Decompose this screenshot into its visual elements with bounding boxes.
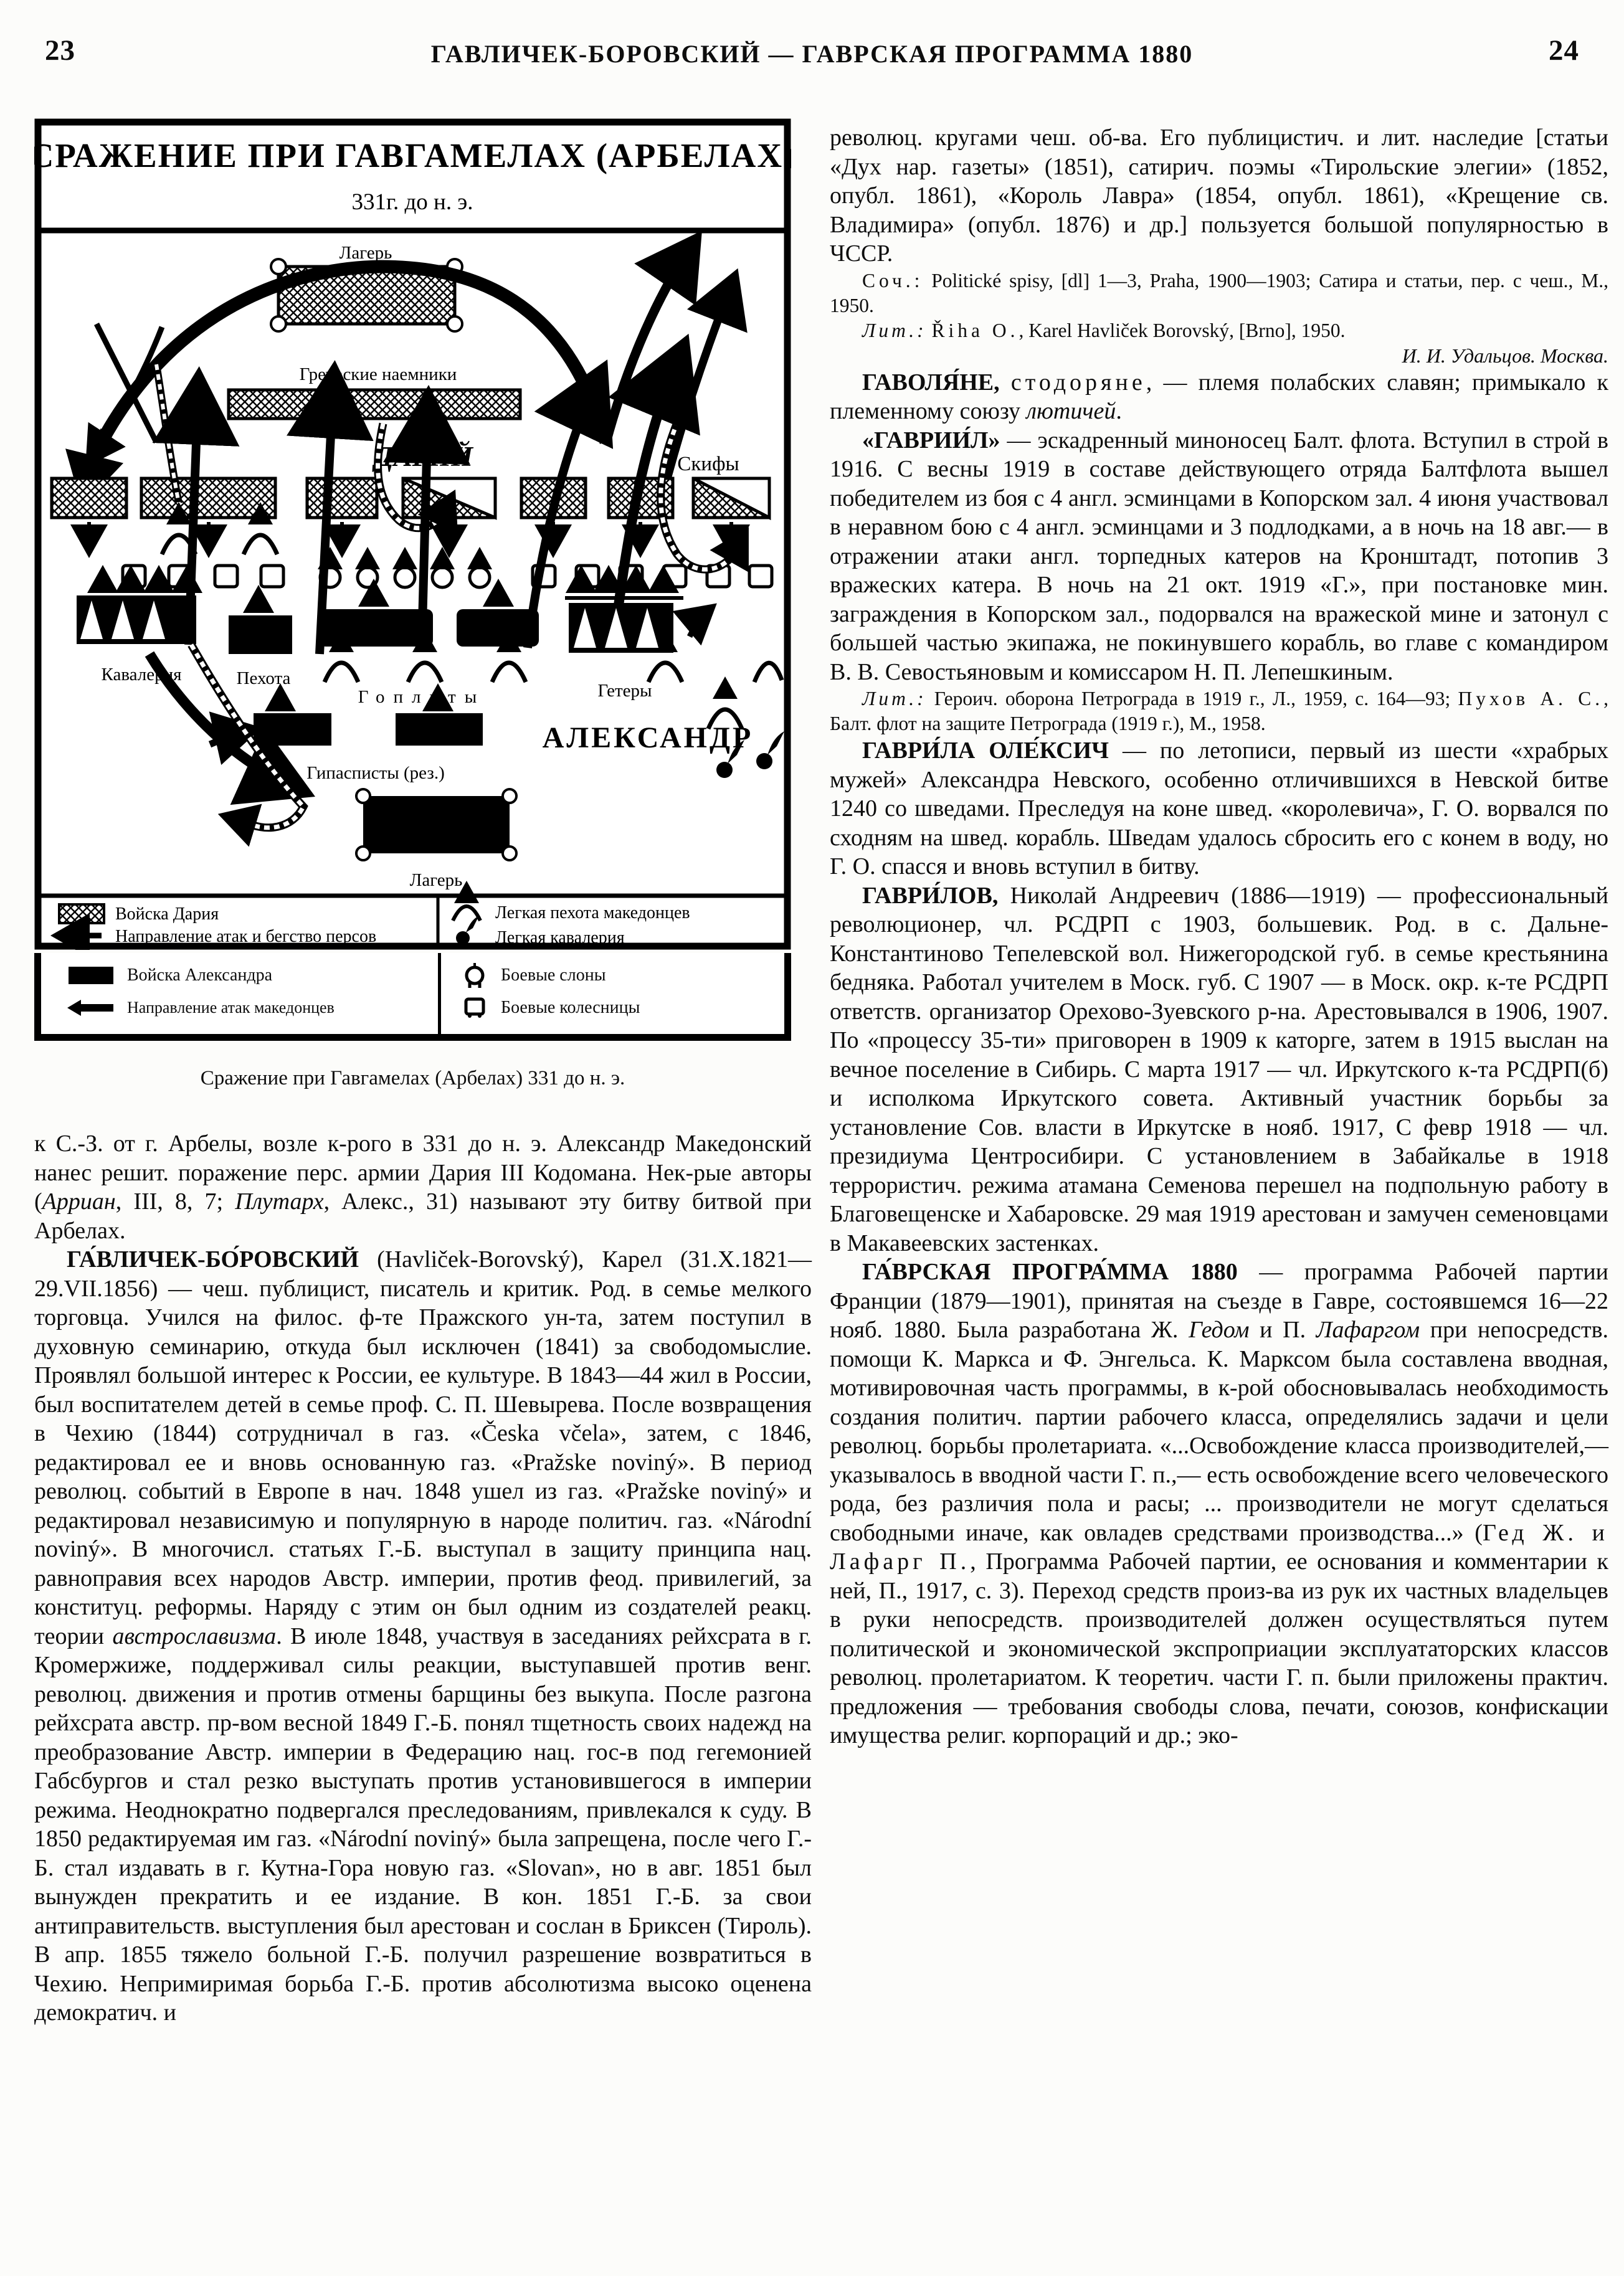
paragraph-havlicek-end <box>830 123 1608 268</box>
text-run: Николай Андреевич (1886—1919) — профессиональный революционер, чл. РСДРП с 1903, большевик. Род. в с. Дальне-Константиново Тепелевской вол. Нижегородской губ. в семье крестьянина бедняка. Работал учителем в Моск. губ. С 1907 — в Моск. окр. к-те РСДРП ответств. организатор Орехово-Зуевского р-на. Арестовывался в 1906, 1907. По «процессу 35-ти» приговорен в 1909 к каторге, затем в 1915 выслан на вечное поселение в Сибирь. С марта 1917 — чл. Иркутского к-та РСДРП(б) и исполкома Иркутского совета. Активный участник борьбы за установление Сов. власти в Иркутске в нояб. 1917, С февр 1918 — чл. президиума Центросибири. С установлением в Забайкалье в 1918 террористич. режима атамана Семенова перешел на подпольную работу в Благовещенске и Хабаровске. 29 мая 1919 арестован и замучен семеновцами в Макавеевских застенках. <box>830 882 1608 1256</box>
legend-alexander-label: Войска Александра <box>127 965 273 985</box>
text-run: , III, 8, 7; <box>115 1188 235 1215</box>
left-column-text <box>34 1129 812 2027</box>
article-havlicek-borovsky <box>34 1245 812 2027</box>
legend-persian-attack-label: Направление атак и бегство персов <box>115 927 377 946</box>
text-run: революц. кругами чеш. об-ва. Его публицистич. и лит. наследие [статьи «Дух нар. газеты» (1851), сатирич. поэмы «Тирольские элегии» (1852, опубл. 1861), «Король Лавра» (1854, опубл. 1861), «Крещение св. Владимира» (опубл. 1876) и др.] пользуется большой популярностью в ЧССР. <box>830 125 1608 267</box>
text-run: и П. <box>1249 1317 1316 1343</box>
text-run: . В июле 1848, участвуя в заседаниях рейхсрата в г. Кромержиже, поддерживал силы реакции, выступавшей против венг. революц. движения и против отмены барщины без выкупа. После разгона рейхсрата австр. пр-вом весной 1849 Г.-Б. понял тщетность своих надежд на преобразование Австр. империи в Федерацию нац. гос-в под гегемонией Габсбургов и стал резко выступать против установившегося в империи режима. Неоднократно подвергался преследованиям, привлекался к суду. В 1850 редактируемая им газ. «Národní noviný» была запрещена, после чего Г.-Б. стал издавать в г. Кутна-Гора новую газ. «Slovan», но в авг. 1851 был вынужден прекратить и ее издание. В кон. 1851 Г.-Б. за свои антиправительств. выступления был арестован и сослан в Бриксен (Тироль). В апр. 1855 тяжело больной Г.-Б. получил разрешение возвратиться в Чехию. Непримиримая борьба Г.-Б. против абсолютизма высоко оценена демократич. и <box>34 1623 812 2026</box>
hypaspists-label: Гипасписты (рез.) <box>306 763 445 783</box>
legend-chariots-label: Боевые колесницы <box>501 998 640 1017</box>
text-run: Лит.: <box>862 319 927 341</box>
left-column <box>34 118 812 2027</box>
greek-mercenaries-unit <box>229 390 520 419</box>
text-run: ГА́ВРСКАЯ ПРОГРА́ММА 1880 <box>862 1259 1238 1285</box>
legend-extra <box>34 953 791 1041</box>
macedonian-arrow-icon <box>66 998 116 1017</box>
text-run: Пухов А. С. <box>1458 688 1604 709</box>
text-run: лютичей <box>1026 398 1116 424</box>
figure-caption: Сражение при Гавгамелах (Арбелах) 331 до н. э. <box>200 1067 625 1089</box>
legend-elephants-label: Боевые слоны <box>501 965 606 985</box>
article-gavrilov <box>830 881 1608 1258</box>
legend-light-cavalry-icon <box>456 931 470 945</box>
alexander-swatch-icon <box>66 963 116 988</box>
figure-subtitle: 331г. до н. э. <box>351 189 473 215</box>
text-run: , Программа Рабочей партии, ее основания и комментарии к ней, П., 1917, с. 3). Переход средств произ-ва из рук их частных владельцев в руки непосредств. производителей должен осуществляться путем политической и экономической экспроприации эксплуататорских классов революц. пролетариатом. К теоретич. части Г. п. были приложены практич. предложения — требования свободы слова, печати, союзов, конфискации имущества религ. корпораций и др.; эко- <box>830 1548 1609 1748</box>
running-head <box>0 17 1624 67</box>
camp-bottom-label: Лагерь <box>409 870 463 890</box>
greek-mercenaries-label: Греческие наемники <box>299 364 457 384</box>
figure-title: СРАЖЕНИЕ ПРИ ГАВГАМЕЛАХ (АРБЕЛАХ) <box>34 136 791 174</box>
text-run: Řiha O. <box>931 319 1019 341</box>
war-elephant-icon <box>461 962 488 989</box>
alexander-label: АЛЕКСАНДР <box>542 721 754 754</box>
text-run <box>1000 369 1011 396</box>
hoplites-label: Гоплиты <box>358 687 486 707</box>
paragraph-battle-continuation <box>34 1129 812 1245</box>
battle-map-svg <box>34 118 791 950</box>
text-run: «ГАВРИИ́Л» <box>862 427 1000 453</box>
text-run: Гед Ж. и Лафарг П. <box>830 1519 1608 1575</box>
text-run: , Karel Havliček Borovský, [Brno], 1950. <box>1019 319 1346 341</box>
cavalry-label: Кавалерия <box>101 665 182 685</box>
hetairoi-label: Гетеры <box>597 681 652 701</box>
text-run: Арриан <box>42 1188 116 1215</box>
references-soch <box>830 268 1608 318</box>
article-gavolyane <box>830 368 1608 426</box>
page-number-left: 23 <box>45 34 75 67</box>
text-run: , — племя полабских славян; примыкало к племенному союзу <box>830 369 1608 424</box>
war-chariot-icon <box>461 997 488 1019</box>
legend-persian-label: Войска Дария <box>115 904 219 924</box>
legend-persian-swatch <box>59 904 104 923</box>
text-run: (Havliček-Borovský), Карел (31.X.1821—29.VII.1856) — чеш. публицист, писатель и критик. Род. в семье мелкого торговца. Учился на филос. ф-те Пражского ун-та, затем поступил в духовную семинарию, откуда был исключен (1841) за свободомыслие. Проявлял большой интерес к России, ее культуре. В 1843—44 жил в России, был воспитателем детей в семье проф. С. П. Шевырева. После возвращения в Чехию (1844) сотрудничал в газ. «Česka včela», затем, с 1846, редактировал ее и вновь основанную газ. «Pražske noviný». В период революц. событий в Европе в нач. 1848 ушел из газ. «Pražske noviný» и редактировал независимую и популярную в народе политич. газ. «Národní noviný». В многочисл. статьях Г.-Б. выступал в защиту принципа нац. равноправия всех народов Австр. империи, против феод. привилегий, за конституц. реформы. Наряду с этим он был одним из создателей реакц. теории <box>34 1246 812 1649</box>
text-run: Politické spisy, [dl] 1—3, Praha, 1900—1903; Сатира и статьи, пер. с чеш., М., 1950. <box>830 269 1608 316</box>
text-run: . <box>1116 398 1122 424</box>
darius-label: ДАРИЙ <box>374 441 473 472</box>
macedonian-camp-symbol <box>356 789 516 860</box>
author-signature: И. И. Удальцов. Москва. <box>1402 344 1608 367</box>
text-run: — программа Рабочей партии Франции (1879—1901), принятая на съезде в Гавре, состоявшемся 16—22 нояб. 1880. Была разработана Ж. <box>830 1259 1608 1343</box>
text-run: Соч.: <box>862 269 924 292</box>
legend-macedonian-attack-label: Направление атак македонцев <box>127 998 335 1017</box>
references-lit-havlicek <box>830 318 1608 343</box>
right-column <box>830 123 1608 1750</box>
text-run: стодоряне <box>1010 369 1146 396</box>
text-run: при непосредств. помощи К. Маркса и Ф. Энгельса. К. Марксом была составлена вводная, мотивировочная часть программы, в к-рой обосновывалась необходимость создания политич. партии рабочего класса, определялись задачи и цели революц. борьбы пролетариата. «...Освобождение класса производителей,— указывалось в вводной части Г. п.,— есть освобождение всего человеческого рода, без различия пола и расы; ... производители не могут сделаться свободными иначе, как овладев средствами производства...» ( <box>830 1317 1609 1546</box>
infantry-label: Пехота <box>236 668 291 688</box>
text-run: Лит.: <box>862 688 927 709</box>
text-run: к С.-З. от г. Арбелы, возле к-рого в 331 до н. э. Александр Македонский нанес решит. поражение перс. армии Дария III Кодомана. Нек-рые авторы ( <box>34 1131 812 1215</box>
article-gavrila-oleksich <box>830 736 1608 881</box>
text-run: — по летописи, первый из шести «храбрых мужей» Александра Невского, особенно отличившихся в Невской битве 1240 со шведами. Преследуя на коне швед. «королевича», Г. О. ворвался по сходням на швед. корабль. Шведам удалось сбросить его с конем в воду, но Г. О. спасся и вновь вступил в битву. <box>830 737 1608 880</box>
text-run: Лафаргом <box>1316 1317 1420 1343</box>
legend-light-infantry-label: Легкая пехота македонцев <box>495 903 690 922</box>
page-number-right: 24 <box>1549 34 1579 67</box>
text-run: ГАВРИ́ЛОВ, <box>862 882 999 909</box>
scythians-label: Скифы <box>677 453 739 475</box>
text-run: — эскадренный миноносец Балт. флота. Вступил в строй в 1916. С весны 1919 в составе действующего отряда Балтфлота вышел победителем из боя с 4 англ. эсминцами в Копорском зал. 4 июня участвовал в неравном бою с 4 англ. эсминцами и 3 подлодками, а в ночь на 18 авг.— в отражении атаки англ. торпедных катеров на Кронштадт, потопив 3 вражеских катера. В ночь на 21 окт. 1919 «Г.», при постановке мин. заграждения в Копорском зал., подорвался на вражеской мине и затонул с большей частью экипажа, не покинувшего корабль, во главе с командиром В. В. Севостьяновым и комиссаром Н. П. Лепешкиным. <box>830 427 1608 685</box>
running-head-title: ГАВЛИЧЕК-БОРОВСКИЙ — ГАВРСКАЯ ПРОГРАММА 1880 <box>430 40 1194 68</box>
references-lit-gavriil <box>830 686 1608 736</box>
text-run: австрославизма <box>112 1623 277 1649</box>
text-run: ГА́ВЛИЧЕК-БО́РОВСКИЙ <box>67 1246 359 1273</box>
text-run: ГАВРИ́ЛА ОЛЕ́КСИЧ <box>862 737 1109 764</box>
legend-light-cavalry-label: Легкая кавалерия <box>495 928 625 947</box>
text-run: Плутарх <box>235 1188 324 1215</box>
text-run: , Балт. флот на защите Петрограда (1919 г.), М., 1958. <box>830 688 1609 734</box>
text-run: ГАВОЛЯ́НЕ, <box>862 369 1000 396</box>
article-gavrskaya-programma <box>830 1258 1608 1750</box>
camp-top-label: Лагерь <box>339 243 392 263</box>
text-run: , Алекс., 31) называют эту битву битвой при Арбелах. <box>34 1188 812 1244</box>
text-run: Гедом <box>1189 1317 1250 1343</box>
article-gavriil <box>830 426 1608 687</box>
battle-map-figure <box>34 118 791 1041</box>
text-run: Героич. оборона Петрограда в 1919 г., Л., 1959, с. 164—93; <box>926 688 1458 709</box>
